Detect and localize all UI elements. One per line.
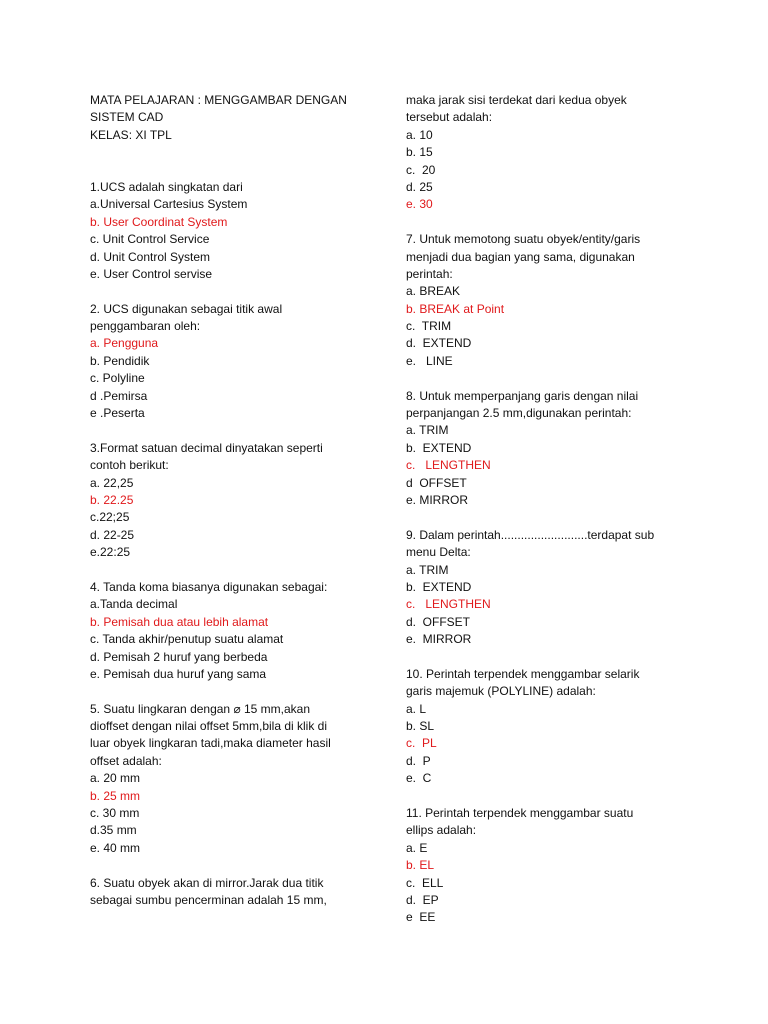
text-line: b. EXTEND bbox=[406, 579, 472, 594]
text-line: d. 22-25 bbox=[90, 527, 135, 542]
text-line: perpanjangan 2.5 mm,digunakan perintah: bbox=[406, 406, 632, 421]
text-line: a. 22,25 bbox=[90, 475, 134, 490]
blank-line bbox=[90, 144, 390, 161]
text-line: 11. Perintah terpendek menggambar suatu bbox=[406, 806, 634, 821]
text-line: 9. Dalam perintah..........................terdapat sub bbox=[406, 527, 655, 542]
text-line: b. SL bbox=[406, 719, 435, 734]
text-line: a. BREAK bbox=[406, 284, 461, 299]
text-line: e .Peserta bbox=[90, 406, 145, 421]
text-line: luar obyek lingkaran tadi,maka diameter hasil bbox=[90, 736, 331, 751]
text-line: d. EP bbox=[406, 892, 439, 907]
text-line: a.Universal Cartesius System bbox=[90, 197, 248, 212]
text-line: b. Pendidik bbox=[90, 353, 150, 368]
text-line: contoh berikut: bbox=[90, 458, 169, 473]
text-line: a. L bbox=[406, 701, 427, 716]
blank-line bbox=[406, 370, 706, 387]
blank-line bbox=[406, 509, 706, 526]
text-line: d OFFSET bbox=[406, 475, 467, 490]
blank-line bbox=[90, 162, 390, 179]
text-line: 8. Untuk memperpanjang garis dengan nilai bbox=[406, 388, 639, 403]
text-line: d. 25 bbox=[406, 179, 433, 194]
text-line: d .Pemirsa bbox=[90, 388, 148, 403]
text-line: d.35 mm bbox=[90, 823, 137, 838]
blank-line bbox=[90, 283, 390, 300]
text-line: d. Unit Control System bbox=[90, 249, 211, 264]
text-line: e.22:25 bbox=[90, 545, 131, 560]
text-line: dioffset dengan nilai offset 5mm,bila di klik di bbox=[90, 719, 328, 734]
text-line: 1.UCS adalah singkatan dari bbox=[90, 179, 243, 194]
text-line: a.Tanda decimal bbox=[90, 597, 178, 612]
text-line: a. TRIM bbox=[406, 423, 449, 438]
text-line: 6. Suatu obyek akan di mirror.Jarak dua titik bbox=[90, 875, 324, 890]
text-line: KELAS: XI TPL bbox=[90, 127, 172, 142]
text-line: offset adalah: bbox=[90, 753, 162, 768]
text-line: 7. Untuk memotong suatu obyek/entity/garis bbox=[406, 232, 641, 247]
text-line: 5. Suatu lingkaran dengan ⌀ 15 mm,akan bbox=[90, 701, 311, 716]
blank-line bbox=[406, 788, 706, 805]
answer-line: b. BREAK at Point bbox=[406, 301, 505, 316]
answer-line: b. Pemisah dua atau lebih alamat bbox=[90, 614, 269, 629]
text-line: e. 40 mm bbox=[90, 840, 141, 855]
blank-line bbox=[90, 562, 390, 579]
blank-line bbox=[406, 214, 706, 231]
text-line: c. TRIM bbox=[406, 319, 452, 334]
text-line: ellips adalah: bbox=[406, 823, 477, 838]
text-line: SISTEM CAD bbox=[90, 110, 164, 125]
left-column bbox=[90, 92, 390, 909]
answer-line: c. PL bbox=[406, 736, 437, 751]
text-line: c. 30 mm bbox=[90, 806, 140, 821]
text-line: e. C bbox=[406, 771, 432, 786]
text-line: garis majemuk (POLYLINE) adalah: bbox=[406, 684, 596, 699]
text-line: menu Delta: bbox=[406, 545, 471, 560]
text-line: a. E bbox=[406, 840, 428, 855]
text-line: e. User Control servise bbox=[90, 266, 213, 281]
text-line: c. 20 bbox=[406, 162, 436, 177]
blank-line bbox=[90, 857, 390, 874]
blank-line bbox=[406, 649, 706, 666]
text-line: c. Unit Control Service bbox=[90, 232, 210, 247]
text-line: tersebut adalah: bbox=[406, 110, 493, 125]
text-line: a. TRIM bbox=[406, 562, 449, 577]
text-line: MATA PELAJARAN : MENGGAMBAR DENGAN bbox=[90, 93, 347, 107]
text-line: c. Polyline bbox=[90, 371, 145, 386]
answer-line: e. 30 bbox=[406, 197, 433, 212]
answer-line: b. EL bbox=[406, 858, 435, 873]
answer-line: c. LENGTHEN bbox=[406, 458, 491, 473]
answer-line: b. User Coordinat System bbox=[90, 214, 228, 229]
text-line: d. P bbox=[406, 753, 431, 768]
text-line: 2. UCS digunakan sebagai titik awal bbox=[90, 301, 283, 316]
text-line: a. 20 mm bbox=[90, 771, 141, 786]
text-line: menjadi dua bagian yang sama, digunakan bbox=[406, 249, 635, 264]
blank-line bbox=[90, 422, 390, 439]
text-line: 4. Tanda koma biasanya digunakan sebagai: bbox=[90, 579, 328, 594]
text-line: 3.Format satuan decimal dinyatakan seperti bbox=[90, 440, 323, 455]
text-line: d. Pemisah 2 huruf yang berbeda bbox=[90, 649, 268, 664]
text-line: e EE bbox=[406, 910, 436, 925]
answer-line: b. 22.25 bbox=[90, 492, 134, 507]
text-line: 10. Perintah terpendek menggambar selarik bbox=[406, 666, 640, 681]
text-line: c.22;25 bbox=[90, 510, 130, 525]
answer-line: b. 25 mm bbox=[90, 788, 141, 803]
text-line: e. Pemisah dua huruf yang sama bbox=[90, 666, 267, 681]
text-line: b. EXTEND bbox=[406, 440, 472, 455]
right-column bbox=[406, 92, 706, 927]
text-line: b. 15 bbox=[406, 145, 433, 160]
answer-line: c. LENGTHEN bbox=[406, 597, 491, 612]
answer-line: a. Pengguna bbox=[90, 336, 159, 351]
blank-line bbox=[90, 683, 390, 700]
text-line: d. OFFSET bbox=[406, 614, 471, 629]
text-line: c. Tanda akhir/penutup suatu alamat bbox=[90, 632, 284, 647]
text-line: penggambaran oleh: bbox=[90, 319, 201, 334]
text-line: perintah: bbox=[406, 266, 453, 281]
text-line: e. LINE bbox=[406, 353, 453, 368]
text-line: c. ELL bbox=[406, 875, 444, 890]
text-line: e. MIRROR bbox=[406, 632, 472, 647]
text-line: maka jarak sisi terdekat dari kedua obyek bbox=[406, 93, 627, 107]
text-line: sebagai sumbu pencerminan adalah 15 mm, bbox=[90, 892, 327, 907]
text-line: d. EXTEND bbox=[406, 336, 472, 351]
text-line: e. MIRROR bbox=[406, 492, 469, 507]
text-line: a. 10 bbox=[406, 127, 433, 142]
